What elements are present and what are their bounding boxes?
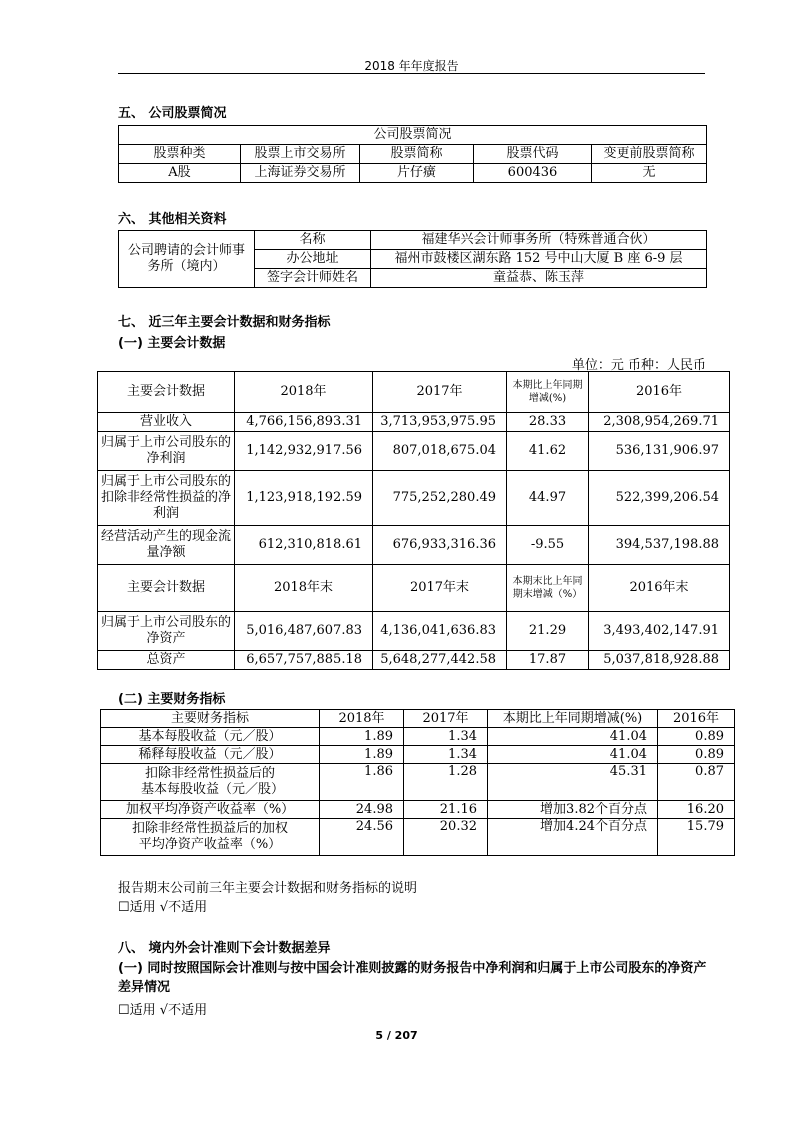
fin-cell: 1.89 xyxy=(320,746,404,764)
acct-header: 本期末比上年同期末增减（%） xyxy=(507,565,589,612)
acct-cell: 2,308,954,269.71 xyxy=(589,413,730,432)
section7-sub2-heading: (二) 主要财务指标 xyxy=(118,692,226,707)
acct-cell: 775,252,280.49 xyxy=(373,471,507,526)
acct-cell: 44.97 xyxy=(507,471,589,526)
acct-cell: 5,648,277,442.58 xyxy=(373,651,507,670)
stock-cell: A股 xyxy=(119,164,241,183)
fin-cell: 45.31 xyxy=(488,764,658,801)
fin-cell: 41.04 xyxy=(488,728,658,746)
fin-row-label: 扣除非经常性损益后的基本每股收益（元／股） xyxy=(101,764,320,801)
fin-row-label: 稀释每股收益（元／股） xyxy=(101,746,320,764)
fin-cell: 20.32 xyxy=(404,819,488,856)
acct-row-label: 归属于上市公司股东的净资产 xyxy=(98,612,235,651)
stock-table xyxy=(118,125,707,183)
acct-cell: -9.55 xyxy=(507,526,589,565)
fin-row-label: 加权平均净资产收益率（%） xyxy=(101,801,320,819)
stock-header: 变更前股票简称 xyxy=(592,145,707,164)
section5-heading: 五、 公司股票简况 xyxy=(118,106,227,121)
fin-header: 2016年 xyxy=(658,710,735,728)
acct-cell: 17.87 xyxy=(507,651,589,670)
fin-row-label: 扣除非经常性损益后的加权平均净资产收益率（%） xyxy=(101,819,320,856)
acct-cell: 5,037,818,928.88 xyxy=(589,651,730,670)
fin-cell: 15.79 xyxy=(658,819,735,856)
acct-row-label: 经营活动产生的现金流量净额 xyxy=(98,526,235,565)
fin-cell: 1.86 xyxy=(320,764,404,801)
section8-heading: 八、 境内外会计准则下会计数据差异 xyxy=(118,941,331,956)
fin-header: 2018年 xyxy=(320,710,404,728)
acct-header: 本期比上年同期增减(%) xyxy=(507,372,589,413)
fin-cell: 41.04 xyxy=(488,746,658,764)
fin-cell: 1.89 xyxy=(320,728,404,746)
acct-cell: 6,657,757,885.18 xyxy=(235,651,373,670)
fin-cell: 0.87 xyxy=(658,764,735,801)
accountant-group-label: 公司聘请的会计师事务所（境内） xyxy=(119,231,255,288)
acct-header: 主要会计数据 xyxy=(98,565,235,612)
acct-cell: 4,766,156,893.31 xyxy=(235,413,373,432)
acct-cell: 536,131,906.97 xyxy=(589,432,730,471)
acct-cell: 522,399,206.54 xyxy=(589,471,730,526)
section8-options: ☐适用 √不适用 xyxy=(118,1003,208,1018)
acct-cell: 1,142,932,917.56 xyxy=(235,432,373,471)
fin-cell: 24.98 xyxy=(320,801,404,819)
fin-row-label: 基本每股收益（元／股） xyxy=(101,728,320,746)
stock-header: 股票种类 xyxy=(119,145,241,164)
indicator-note: 报告期末公司前三年主要会计数据和财务指标的说明 xyxy=(118,881,418,896)
acct-cell: 4,136,041,636.83 xyxy=(373,612,507,651)
stock-cell: 上海证券交易所 xyxy=(241,164,360,183)
section7-sub1-heading: (一) 主要会计数据 xyxy=(118,336,226,351)
stock-header: 股票上市交易所 xyxy=(241,145,360,164)
acct-row-label: 营业收入 xyxy=(98,413,235,432)
acct-cell: 612,310,818.61 xyxy=(235,526,373,565)
acct-cell: 21.29 xyxy=(507,612,589,651)
fin-header: 主要财务指标 xyxy=(101,710,320,728)
stock-header: 股票简称 xyxy=(360,145,474,164)
stock-cell: 片仔癀 xyxy=(360,164,474,183)
acct-cell: 676,933,316.36 xyxy=(373,526,507,565)
page-number: 5 / 207 xyxy=(375,1029,418,1042)
fin-cell: 1.34 xyxy=(404,746,488,764)
stock-cell: 无 xyxy=(592,164,707,183)
acct-cell: 3,713,953,975.95 xyxy=(373,413,507,432)
acct-cell: 807,018,675.04 xyxy=(373,432,507,471)
acct-header: 2016年末 xyxy=(589,565,730,612)
fin-header: 2017年 xyxy=(404,710,488,728)
fin-cell: 16.20 xyxy=(658,801,735,819)
acct-header: 2017年末 xyxy=(373,565,507,612)
acct-cell: 41.62 xyxy=(507,432,589,471)
fin-cell: 21.16 xyxy=(404,801,488,819)
financial-indicators-table xyxy=(100,709,735,856)
accountant-label: 名称 xyxy=(255,231,371,250)
fin-cell: 0.89 xyxy=(658,728,735,746)
accountant-value: 福州市鼓楼区湖东路 152 号中山大厦 B 座 6-9 层 xyxy=(371,250,707,269)
stock-table-caption: 公司股票简况 xyxy=(119,126,707,145)
accounting-data-table xyxy=(97,371,730,670)
accountant-value: 童益恭、陈玉萍 xyxy=(371,269,707,288)
section8-sub-heading: (一) 同时按照国际会计准则与按中国会计准则披露的财务报告中净利润和归属于上市公司股东的净资产差异情况 xyxy=(118,961,707,995)
acct-header: 2018年 xyxy=(235,372,373,413)
acct-row-label: 归属于上市公司股东的扣除非经常性损益的净利润 xyxy=(98,471,235,526)
acct-header: 2016年 xyxy=(589,372,730,413)
acct-row-label: 总资产 xyxy=(98,651,235,670)
header-rule xyxy=(118,73,705,74)
acct-header: 2017年 xyxy=(373,372,507,413)
acct-row-label: 归属于上市公司股东的净利润 xyxy=(98,432,235,471)
accountant-table xyxy=(118,230,707,288)
section7-heading: 七、 近三年主要会计数据和财务指标 xyxy=(118,315,331,330)
fin-cell: 1.34 xyxy=(404,728,488,746)
fin-cell: 0.89 xyxy=(658,746,735,764)
stock-header: 股票代码 xyxy=(474,145,592,164)
indicator-note-options: ☐适用 √不适用 xyxy=(118,900,208,915)
accountant-label: 办公地址 xyxy=(255,250,371,269)
fin-header: 本期比上年同期增减(%) xyxy=(488,710,658,728)
acct-cell: 1,123,918,192.59 xyxy=(235,471,373,526)
acct-cell: 28.33 xyxy=(507,413,589,432)
acct-cell: 5,016,487,607.83 xyxy=(235,612,373,651)
fin-cell: 24.56 xyxy=(320,819,404,856)
acct-header: 主要会计数据 xyxy=(98,372,235,413)
acct-cell: 3,493,402,147.91 xyxy=(589,612,730,651)
accountant-value: 福建华兴会计师事务所（特殊普通合伙） xyxy=(371,231,707,250)
report-header: 2018 年年度报告 xyxy=(364,59,459,73)
fin-cell: 增加4.24个百分点 xyxy=(488,819,658,856)
acct-cell: 394,537,198.88 xyxy=(589,526,730,565)
section6-heading: 六、 其他相关资料 xyxy=(118,212,227,227)
fin-cell: 增加3.82个百分点 xyxy=(488,801,658,819)
accountant-label: 签字会计师姓名 xyxy=(255,269,371,288)
fin-cell: 1.28 xyxy=(404,764,488,801)
stock-cell: 600436 xyxy=(474,164,592,183)
unit-label: 单位：元 币种：人民币 xyxy=(571,358,706,373)
acct-header: 2018年末 xyxy=(235,565,373,612)
